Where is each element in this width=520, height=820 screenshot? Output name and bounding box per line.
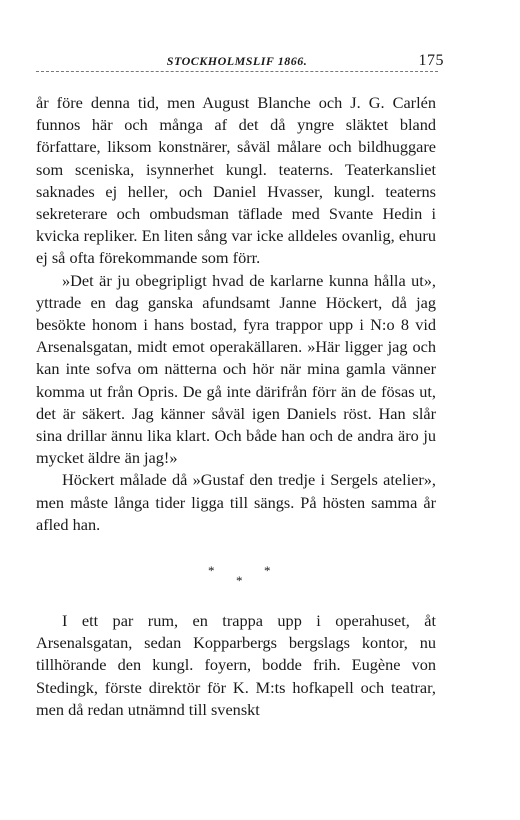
asterism-star: *	[264, 563, 271, 578]
paragraph-stedingk: I ett par rum, en trappa upp i operahuset, åt Arsenalsgatan, sedan Kopparbergs bergslags kontor, nu tillhörande den kungl. foyern, bodde frih. Eugène von Stedingk, förste direktör för K. M:ts hofkapell och teatrar, men då redan utnämnd till svenskt	[36, 611, 436, 719]
page-number: 175	[418, 52, 444, 69]
header-rule	[36, 71, 438, 72]
paragraph-continued: år före denna tid, men August Blanche och J. G. Carlén funnos här och många af det då yngre släktet bland författare, liksom konstnärer, såväl målare och bildhuggare som sceniska, isynnerhet kungl. teaterns. Teaterkansliet saknades ej heller, och Daniel Hvasser, kungl. teaterns sekreterare och ombudsman täflade med Svante Hedin i kvicka repliker. En liten sång var icke alldeles ovanlig, ehuru ej så ofta förekommande som förr.	[36, 93, 436, 268]
asterism-star: *	[236, 573, 243, 588]
asterism-star: *	[208, 563, 215, 578]
body-text-section-2	[36, 610, 436, 721]
running-title: STOCKHOLMSLIF 1866.	[166, 54, 308, 68]
paragraph-hockert-death: Höckert målade då »Gustaf den tredje i Sergels atelier», men måste långa tider ligga till sängs. På hösten samma år afled han.	[36, 470, 436, 534]
section-break	[36, 564, 436, 590]
running-head	[36, 52, 444, 78]
body-text	[36, 92, 436, 536]
paragraph-hockert-quote: »Det är ju obegripligt hvad de karlarne kunna hålla ut», yttrade en dag ganska afundsamt Janne Höckert, då jag besökte honom i hans bostad, fyra trappor upp i N:o 8 vid Arsenalsgatan, midt emot operakällaren. »Här ligger jag och kan inte sofva om nätterna och hör när mina gamla vänner komma ut från Opris. De gå inte därifrån förr än de fösas ut, det är säkert. Jag känner såväl igen Daniels röst. Han slår sina drillar ännu lika klart. Och både han och de andra äro ju mycket äldre än jag!»	[36, 270, 436, 468]
